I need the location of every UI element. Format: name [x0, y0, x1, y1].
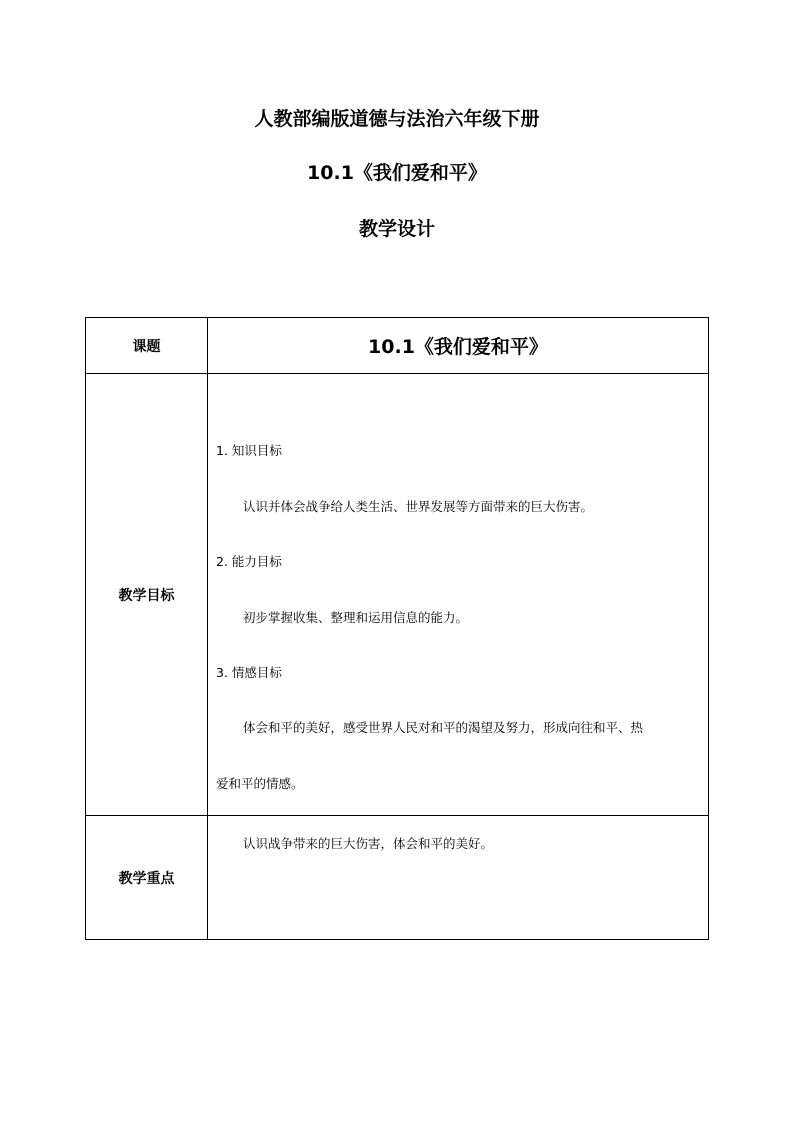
- subject-label: 课题: [86, 318, 208, 374]
- focus-cell: [208, 816, 709, 940]
- goal-ability-heading: 2. 能力目标: [216, 554, 282, 569]
- goal-emotion-text: 体会和平的美好，感受世界人民对和平的渴望及努力，形成向往和平、热: [243, 720, 644, 735]
- goals-cell: [208, 374, 709, 816]
- subject-value: 10.1《我们爱和平》: [208, 318, 709, 374]
- lesson-title: 10.1《我们爱和平》: [307, 162, 487, 184]
- goal-ability-text: 初步掌握收集、整理和运用信息的能力。: [243, 610, 469, 625]
- focus-label: 教学重点: [86, 816, 208, 940]
- table-row-subject: [86, 318, 709, 374]
- goal-knowledge-heading: 1. 知识目标: [216, 443, 282, 458]
- focus-text: 认识战争带来的巨大伤害，体会和平的美好。: [243, 836, 494, 851]
- lesson-plan-table: [85, 317, 709, 940]
- table-row-goals: [86, 374, 709, 816]
- document-title: 人教部编版道德与法治六年级下册: [254, 108, 540, 130]
- goal-emotion-text-continued: 爱和平的情感。: [216, 776, 304, 791]
- goals-label: 教学目标: [86, 374, 208, 816]
- document-subtitle: 教学设计: [358, 218, 435, 240]
- goal-knowledge-text: 认识并体会战争给人类生活、世界发展等方面带来的巨大伤害。: [243, 499, 594, 514]
- goal-emotion-heading: 3. 情感目标: [216, 665, 282, 680]
- table-row-focus: [86, 816, 709, 940]
